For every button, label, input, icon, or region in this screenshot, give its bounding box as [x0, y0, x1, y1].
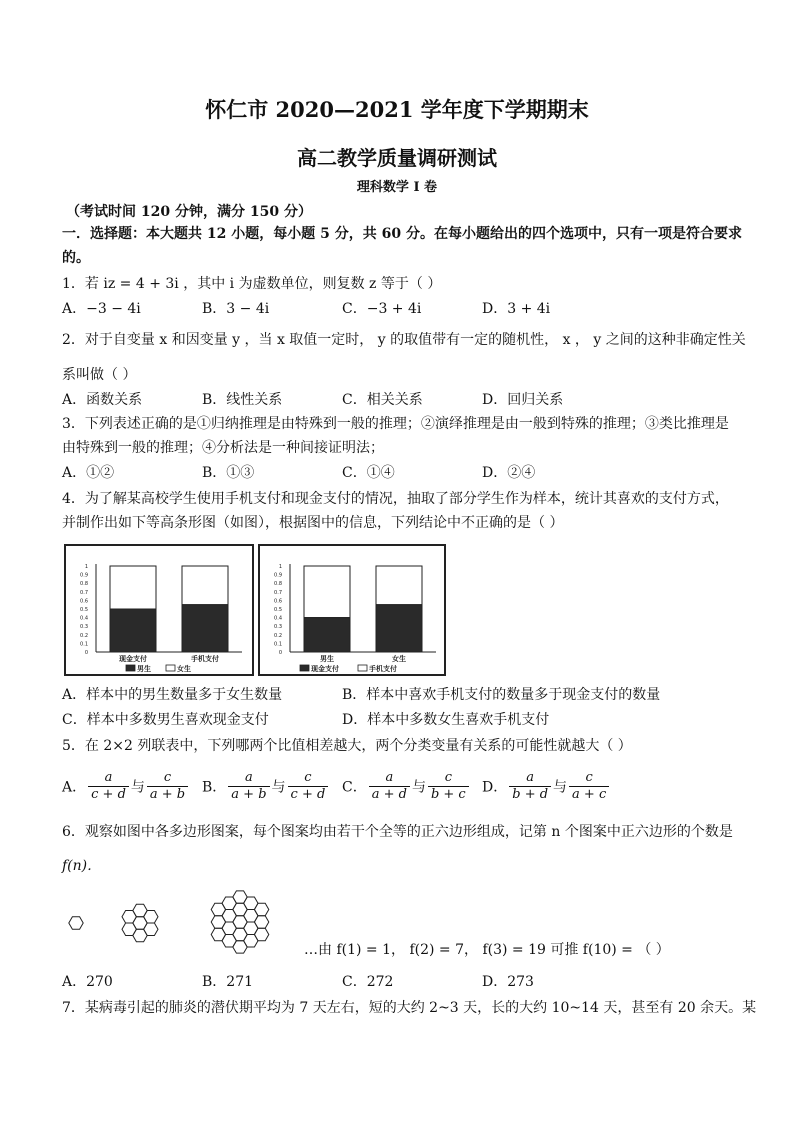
bar-segment-手机支付: [376, 566, 422, 605]
paper-name: 理科数学 I 卷: [356, 180, 438, 195]
q5-option-label: A．: [62, 779, 87, 796]
q7-stem: 7．某病毒引起的肺炎的潜伏期平均为 7 天左右，短的大约 2~3 天，长的大约 10~14 天，甚至有 20 余天。某: [62, 1000, 757, 1016]
exam-info: （考试时间 120 分钟，满分 150 分）: [66, 204, 312, 220]
legend-swatch: [166, 665, 175, 671]
y-tick-label: 1: [84, 564, 88, 570]
q5-option-d: D． $\frac{a}{b + d}$ 与 $\frac{c}{a + c}$: [482, 770, 611, 803]
fraction: $\frac{c}{a + c}$: [569, 770, 609, 803]
q6-tail: …由 f(1) = 1， f(2) = 7， f(3) = 19 可推 f(10) = （ ）: [304, 942, 670, 958]
y-tick-label: 0.7: [274, 589, 282, 596]
q5-option-label: D．: [482, 779, 508, 796]
q4-option-b: B．样本中喜欢手机支付的数量多于现金支付的数量: [342, 687, 661, 703]
q3-stem: 3．下列表述正确的是①归纳推理是由特殊到一般的推理；②演绎推理是由一般到特殊的推理；③类比推理是: [62, 416, 729, 432]
y-tick-label: 0.2: [80, 632, 88, 639]
bar-segment-男生: [110, 609, 156, 652]
q2-stem-cont: 系叫做（ ）: [62, 367, 137, 383]
y-tick-label: 0.9: [80, 572, 88, 579]
q3-option-b: B．①③: [202, 465, 255, 481]
legend-label: 现金支付: [311, 665, 339, 673]
fraction: $\frac{c}{b + c}$: [428, 770, 469, 803]
q4-stem-cont: 并制作出如下等高条形图（如图），根据图中的信息，下列结论中不正确的是（ ）: [62, 515, 564, 531]
hexagon: [144, 911, 158, 923]
q2-option-b: B．线性关系: [202, 392, 283, 408]
y-tick-label: 0.8: [274, 581, 282, 588]
bar-segment-手机支付: [304, 566, 350, 618]
q5-stem: 5．在 2×2 列联表中，下列哪两个比值相差越大，两个分类变量有关系的可能性就越大（ ）: [62, 738, 632, 754]
bar-segment-现金支付: [376, 605, 422, 652]
y-tick-label: 0: [84, 650, 88, 656]
hexagon-figure-1: [69, 917, 83, 929]
q1-option-b: B．3 − 4i: [202, 301, 270, 317]
q6-option-a: A．270: [62, 974, 113, 990]
q6-stem-cont: f(n)．: [62, 858, 102, 874]
q1-option-c: C．−3 + 4i: [342, 301, 422, 317]
y-tick-label: 0.5: [80, 607, 88, 613]
q4-stem: 4．为了解某高校学生使用手机支付和现金支付的情况，抽取了部分学生作为样本，统计其喜欢的支付方式，: [62, 491, 729, 507]
q5-option-a: A． $\frac{a}{c + d}$ 与 $\frac{c}{a + b}$: [62, 770, 190, 803]
fraction: $\frac{a}{a + d}$: [369, 770, 410, 803]
y-tick-label: 0.4: [274, 615, 282, 622]
legend-swatch: [300, 665, 309, 671]
q2-option-c: C．相关关系: [342, 392, 423, 408]
bar-segment-现金支付: [304, 618, 350, 652]
q5-option-c: C． $\frac{a}{a + d}$ 与 $\frac{c}{b + c}$: [342, 770, 471, 803]
bar-segment-女生: [110, 566, 156, 609]
q4-option-d: D．样本中多数女生喜欢手机支付: [342, 712, 550, 728]
fraction: $\frac{a}{b + d}$: [509, 770, 551, 803]
y-tick-label: 0.9: [274, 572, 282, 579]
x-category-label: 手机支付: [191, 655, 219, 663]
fraction: $\frac{c}{c + d}$: [288, 770, 329, 803]
q3-option-d: D．②④: [482, 465, 536, 481]
chart-by-gender: [258, 544, 446, 676]
q2-option-d: D．回归关系: [482, 392, 564, 408]
hexagon-pattern-figures: [62, 878, 312, 968]
y-tick-label: 0.6: [80, 598, 88, 605]
bar-segment-男生: [182, 605, 228, 652]
q3-option-a: A．①②: [62, 465, 115, 481]
x-category-label: 现金支付: [119, 655, 147, 663]
q3-option-c: C．①④: [342, 465, 395, 481]
q5-option-b: B． $\frac{a}{a + b}$ 与 $\frac{c}{c + d}$: [202, 770, 330, 803]
x-category-label: 男生: [320, 655, 334, 663]
y-tick-label: 0.2: [274, 632, 282, 639]
hexagon: [144, 923, 158, 935]
q3-stem-cont: 由特殊到一般的推理；④分析法是一种间接证明法；: [62, 440, 384, 456]
q2-option-a: A．函数关系: [62, 392, 143, 408]
q6-option-b: B．271: [202, 974, 254, 990]
exam-title: 怀仁市 2020—2021 学年度下学期期末: [205, 97, 589, 122]
q5-option-label: B．: [202, 779, 227, 796]
legend-label: 女生: [177, 665, 191, 673]
hexagon: [254, 916, 268, 928]
chart-by-gender-svg: [260, 546, 444, 674]
chart-by-payment: [64, 544, 254, 676]
bar-segment-女生: [182, 566, 228, 605]
fraction: $\frac{a}{c + d}$: [88, 770, 129, 803]
hexagon: [254, 928, 268, 940]
q1-option-a: A．−3 − 4i: [62, 301, 141, 317]
section-heading: 一．选择题：本大题共 12 小题，每小题 5 分，共 60 分。在每小题给出的四个选项中，只有一项是符合要求: [62, 226, 742, 242]
q4-option-c: C．样本中多数男生喜欢现金支付: [62, 712, 269, 728]
q2-stem: 2．对于自变量 x 和因变量 y ，当 x 取值一定时， y 的取值带有一定的随机性， x ， y 之间的这种非确定性关: [62, 332, 746, 348]
q4-option-a: A．样本中的男生数量多于女生数量: [62, 687, 283, 703]
y-tick-label: 0.7: [80, 589, 88, 596]
y-tick-label: 0.3: [274, 624, 282, 631]
legend-label: 手机支付: [369, 665, 397, 673]
q5-option-label: C．: [342, 779, 367, 796]
fraction: $\frac{c}{a + b}$: [147, 770, 188, 803]
legend-label: 男生: [137, 665, 151, 673]
q1-option-d: D．3 + 4i: [482, 301, 551, 317]
x-category-label: 女生: [392, 655, 406, 663]
hexagon-figure-3: [211, 891, 269, 953]
y-tick-label: 0.5: [274, 607, 282, 613]
y-tick-label: 1: [278, 564, 282, 570]
hexagon: [69, 917, 83, 929]
q6-option-d: D．273: [482, 974, 534, 990]
fraction: $\frac{a}{a + b}$: [228, 770, 269, 803]
legend-swatch: [126, 665, 135, 671]
section-heading-cont: 的。: [62, 250, 90, 266]
y-tick-label: 0.4: [80, 615, 88, 622]
y-tick-label: 0.3: [80, 624, 88, 631]
chart-by-payment-svg: [66, 546, 252, 674]
q1-stem: 1．若 iz = 4 + 3i ，其中 i 为虚数单位，则复数 z 等于（ ）: [62, 276, 442, 292]
hexagon-figure-2: [122, 904, 158, 941]
q6-stem: 6．观察如图中各多边形图案，每个图案均由若干个全等的正六边形组成，记第 n 个图案中正六边形的个数是: [62, 824, 733, 840]
y-tick-label: 0.6: [274, 598, 282, 605]
legend-swatch: [358, 665, 367, 671]
y-tick-label: 0.8: [80, 581, 88, 588]
y-tick-label: 0.1: [80, 641, 88, 648]
exam-subtitle: 高二教学质量调研测试: [297, 146, 497, 170]
q6-option-c: C．272: [342, 974, 394, 990]
y-tick-label: 0.1: [274, 641, 282, 648]
y-tick-label: 0: [278, 650, 282, 656]
hexagon: [254, 903, 268, 915]
